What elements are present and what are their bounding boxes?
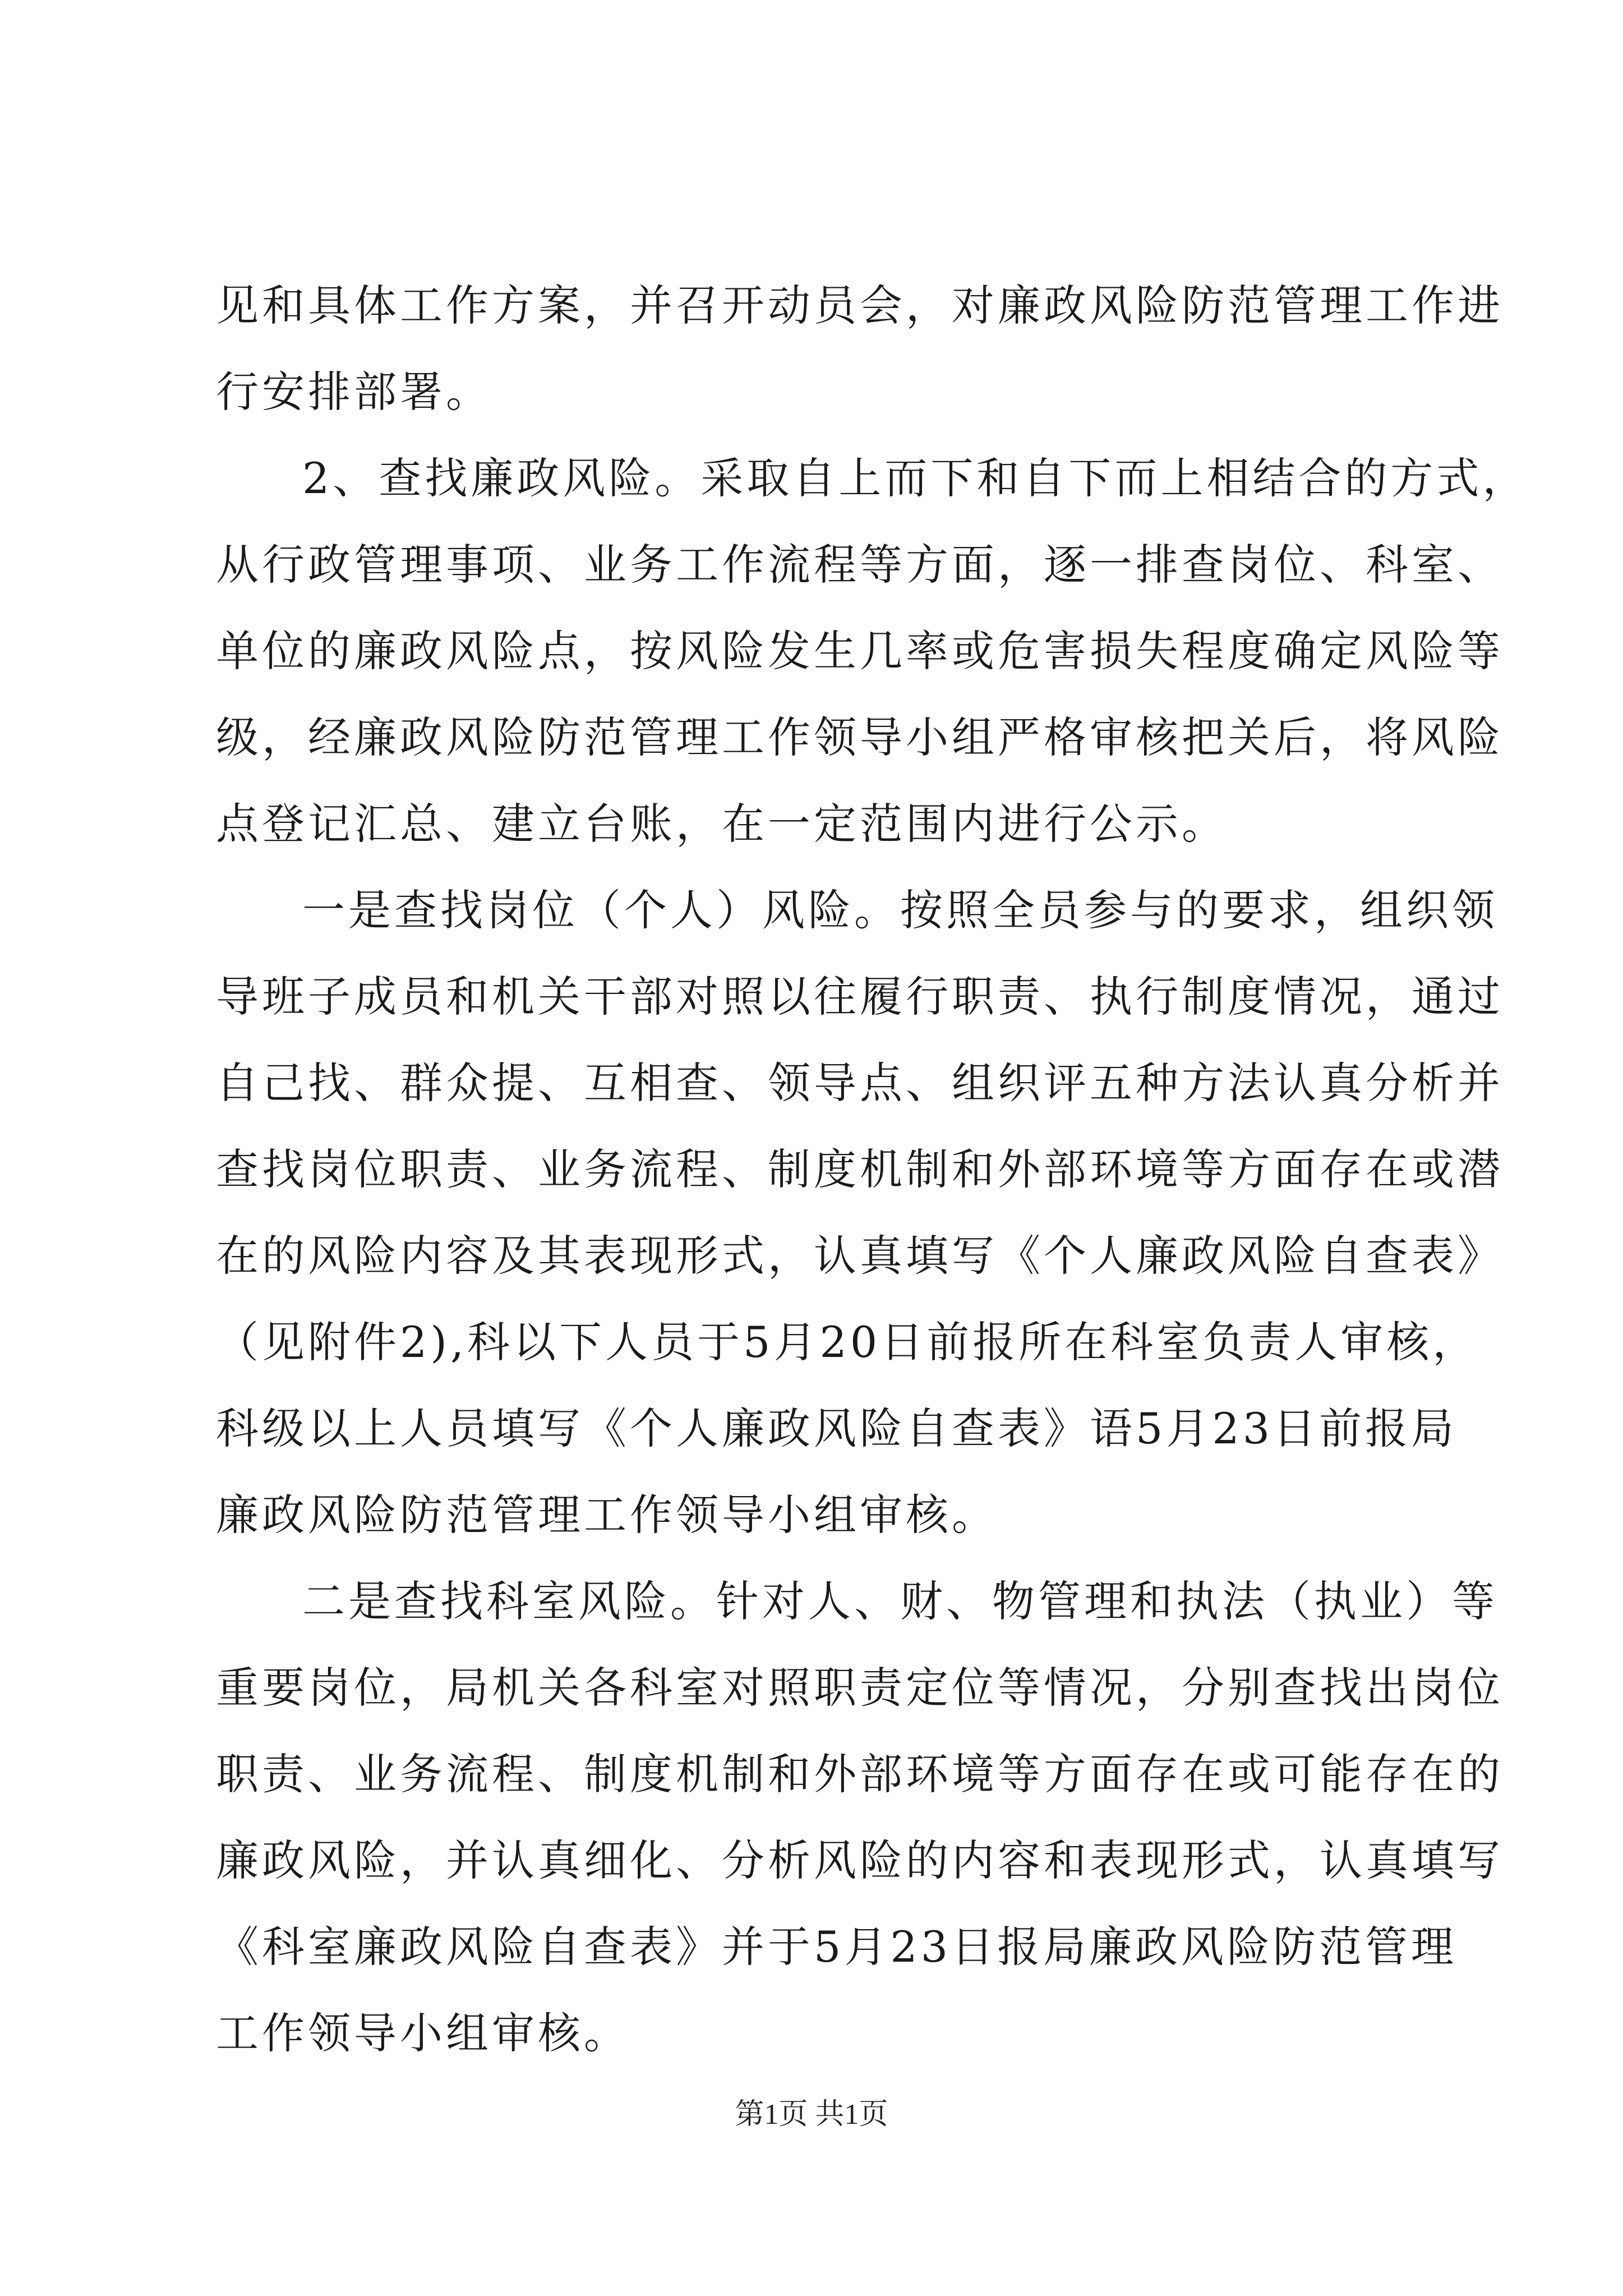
- text-line: 职责、业务流程、制度机制和外部环境等方面存在或可能存在的: [216, 1749, 1504, 1799]
- paragraph: [216, 867, 1504, 1558]
- text-line: 廉政风险，并认真细化、分析风险的内容和表现形式，认真填写: [216, 1835, 1504, 1885]
- text-line: 自己找、群众提、互相查、领导点、组织评五种方法认真分析并: [216, 1058, 1504, 1108]
- text-line: 点登记汇总、建立台账，在一定范围内进行公示。: [216, 799, 1228, 849]
- text-line: 导班子成员和机关干部对照以往履行职责、执行制度情况，通过: [216, 972, 1504, 1022]
- text-line: 级，经廉政风险防范管理工作领导小组严格审核把关后，将风险: [216, 712, 1504, 762]
- document-body: [216, 263, 1529, 2077]
- text-line: 2、查找廉政风险。采取自上而下和自下而上相结合的方式，: [302, 453, 1529, 503]
- text-line: 查找岗位职责、业务流程、制度机制和外部环境等方面存在或潜: [216, 1144, 1504, 1194]
- text-line: 见和具体工作方案，并召开动员会，对廉政风险防范管理工作进: [216, 280, 1504, 330]
- paragraph: [216, 263, 1504, 435]
- paragraph: [216, 435, 1529, 867]
- page-footer: 第1页 共1页: [735, 2099, 888, 2131]
- text-line: 二是查找科室风险。针对人、财、物管理和执法（执业）等: [302, 1576, 1498, 1626]
- text-line: 一是查找岗位（个人）风险。按照全员参与的要求，组织领: [302, 885, 1498, 935]
- paragraph: [216, 1558, 1504, 2077]
- text-line: 在的风险内容及其表现形式，认真填写《个人廉政风险自查表》: [216, 1231, 1504, 1281]
- text-line: 科级以上人员填写《个人廉政风险自查表》语5月23日前报局: [216, 1404, 1458, 1453]
- text-line: （见附件2),科以下人员于5月20日前报所在科室负责人审核，: [216, 1317, 1479, 1367]
- text-line: 行安排部署。: [216, 367, 492, 417]
- text-line: 单位的廉政风险点，按风险发生几率或危害损失程度确定风险等: [216, 626, 1504, 676]
- text-line: 廉政风险防范管理工作领导小组审核。: [216, 1490, 998, 1540]
- text-line: 工作领导小组审核。: [216, 2008, 630, 2058]
- text-line: 重要岗位，局机关各科室对照职责定位等情况，分别查找出岗位: [216, 1663, 1504, 1713]
- text-line: 《科室廉政风险自查表》并于5月23日报局廉政风险防范管理: [216, 1922, 1458, 1972]
- text-line: 从行政管理事项、业务工作流程等方面，逐一排查岗位、科室、: [216, 540, 1504, 590]
